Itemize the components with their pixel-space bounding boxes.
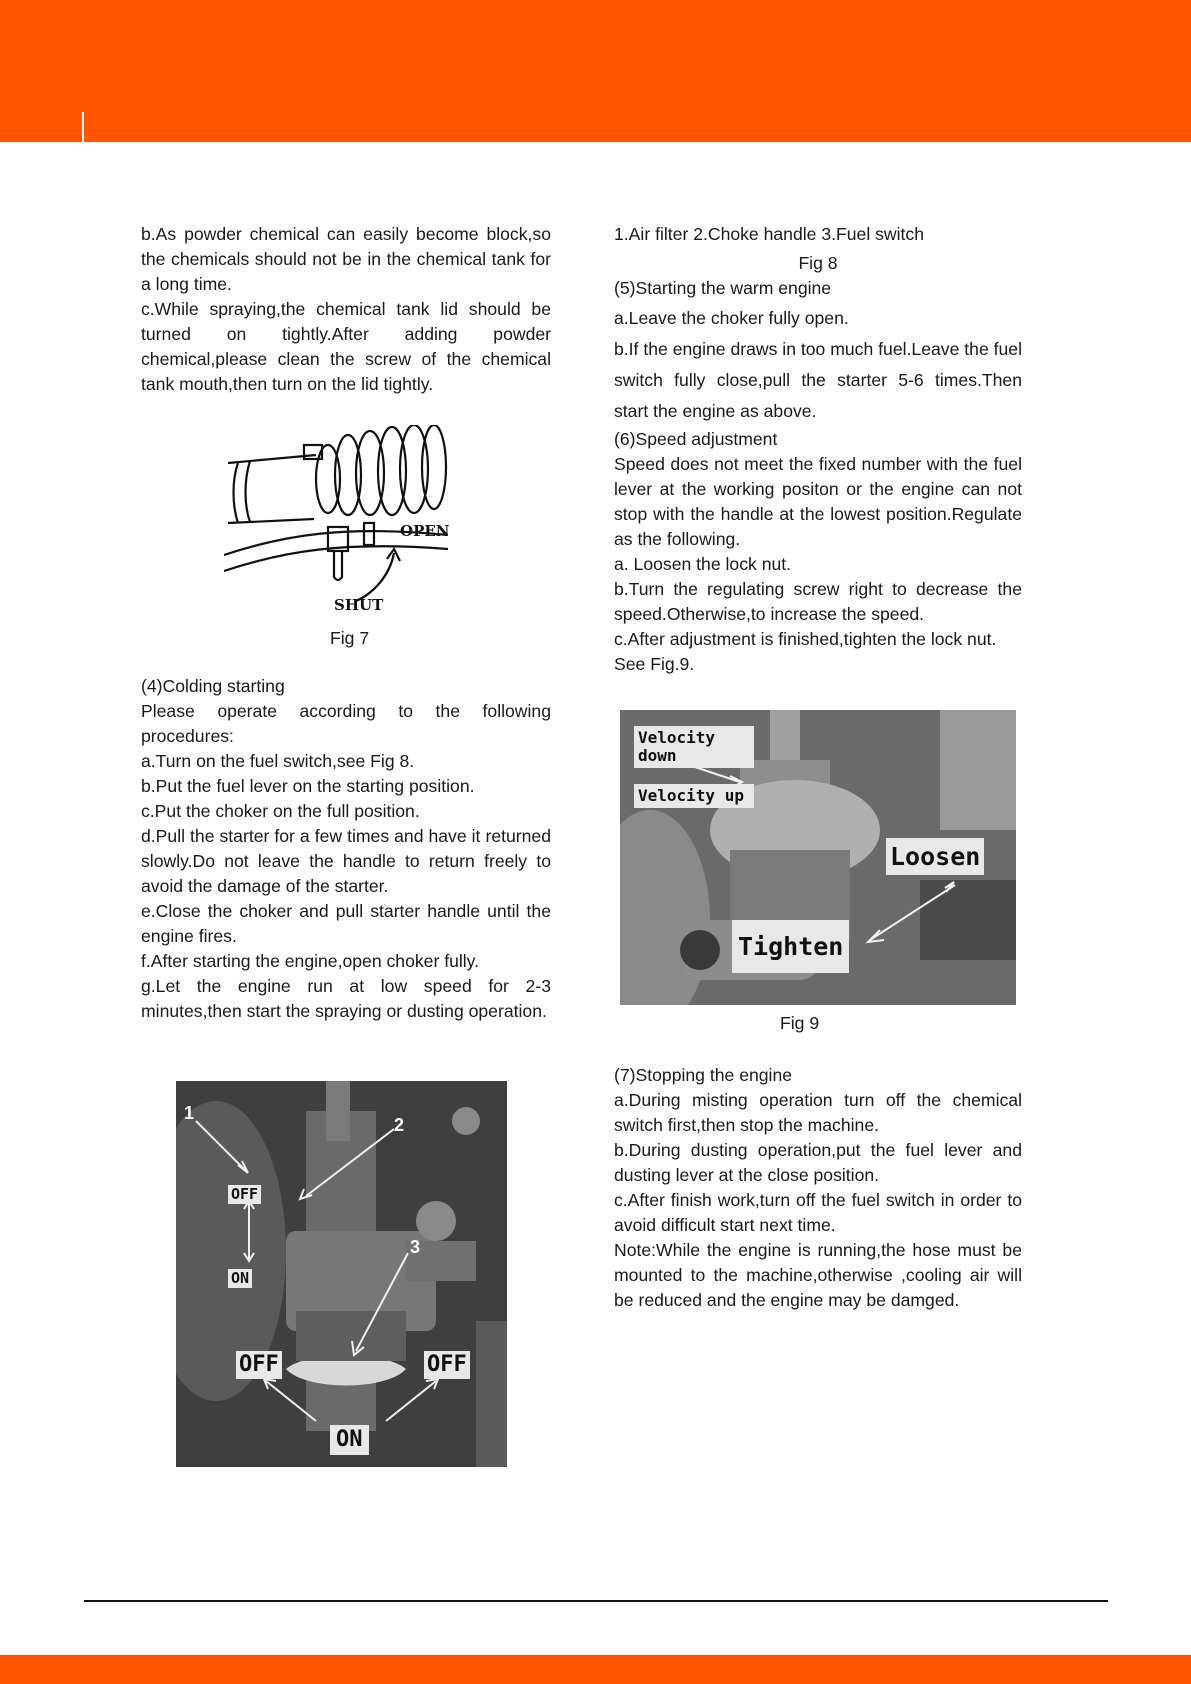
fig8-off-label-top: OFF: [228, 1185, 261, 1204]
fig8-off-label-left: OFF: [236, 1351, 282, 1379]
paragraph-powder-block: b.As powder chemical can easily become block,so the chemicals should not be in the chemical tank for a long time.: [141, 224, 551, 294]
fig9-velocity-down-label: Velocity down: [634, 726, 754, 768]
step-6a: a. Loosen the lock nut.: [614, 554, 792, 574]
fig9-loosen-label: Loosen: [886, 838, 984, 875]
fig7-illustration: [224, 425, 448, 615]
fig9-velocity-up-label: Velocity up: [634, 784, 754, 808]
step-7b: b.During dusting operation,put the fuel lever and dusting lever at the close position.: [614, 1140, 1022, 1185]
fig8-on-label-top: ON: [228, 1269, 252, 1288]
fig8-number-1: 1: [184, 1103, 195, 1123]
paragraph-tank-lid: c.While spraying,the chemical tank lid should be turned on tightly.After adding powder chemical,please clean the screw of the chemical tank mouth,then turn on the lid tightly.: [141, 299, 551, 394]
heading-stopping-engine: (7)Stopping the engine: [614, 1065, 793, 1085]
fig7-caption: Fig 7: [330, 628, 370, 648]
fig9-tighten-label: Tighten: [732, 920, 849, 973]
fig8-off-label-right: OFF: [424, 1351, 470, 1379]
step-7a: a.During misting operation turn off the chemical switch first,then stop the machine.: [614, 1090, 1022, 1135]
right-column-bottom: [614, 1063, 1022, 1313]
step-6c: c.After adjustment is finished,tighten the lock nut.: [614, 629, 997, 649]
step-4c: c.Put the choker on the full position.: [141, 801, 420, 821]
paragraph-procedures: Please operate according to the following procedures:: [141, 701, 551, 746]
heading-speed-adjustment: (6)Speed adjustment: [614, 429, 778, 449]
step-5a: a.Leave the choker fully open.: [614, 308, 849, 328]
paragraph-speed: Speed does not meet the fixed number with the fuel lever at the working positon or the engine can not stop with the handle at the lowest position.Regulate as the following.: [614, 454, 1022, 549]
heading-warm-engine: (5)Starting the warm engine: [614, 278, 832, 298]
fig8-number-3: 3: [410, 1237, 421, 1257]
footer-band: [0, 1655, 1191, 1684]
fig9-caption: Fig 9: [780, 1013, 820, 1033]
note-hose: Note:While the engine is running,the hose must be mounted to the machine,otherwise ,cooling air will be reduced and the engine may be damged.: [614, 1240, 1022, 1310]
fig7-shut-label: SHUT: [334, 596, 384, 614]
step-5b: b.If the engine draws in too much fuel.Leave the fuel switch fully close,pull the starter 5-6 times.Then start the engine as above.: [614, 339, 1022, 421]
fig8-caption: Fig 8: [798, 253, 838, 273]
step-4e: e.Close the choker and pull starter handle until the engine fires.: [141, 901, 551, 946]
step-4d: d.Pull the starter for a few times and have it returned slowly.Do not leave the handle to return freely to avoid the damage of the starter.: [141, 826, 551, 896]
fig8-photo-drawing: [176, 1081, 507, 1467]
fig7-open-label: OPEN: [400, 522, 450, 540]
header-band: [0, 0, 1191, 142]
step-4g: g.Let the engine run at low speed for 2-3 minutes,then start the spraying or dusting operation.: [141, 976, 551, 1021]
fig8-on-label-bottom: ON: [330, 1425, 369, 1455]
step-4a: a.Turn on the fuel switch,see Fig 8.: [141, 751, 415, 771]
step-6b: b.Turn the regulating screw right to decrease the speed.Otherwise,to increase the speed.: [614, 579, 1022, 624]
fig8-legend: 1.Air filter 2.Choke handle 3.Fuel switch: [614, 224, 924, 244]
step-4b: b.Put the fuel lever on the starting position.: [141, 776, 475, 796]
left-column-top: [141, 222, 551, 397]
heading-colding-starting: (4)Colding starting: [141, 676, 285, 696]
fig8-number-2: 2: [394, 1115, 405, 1135]
header-tick: [82, 112, 84, 142]
step-4f: f.After starting the engine,open choker fully.: [141, 951, 480, 971]
footer-rule: [84, 1600, 1108, 1602]
left-column-middle: [141, 674, 551, 1024]
right-column-top: [614, 222, 1022, 677]
see-fig9: See Fig.9.: [614, 654, 695, 674]
step-7c: c.After finish work,turn off the fuel switch in order to avoid difficult start next time.: [614, 1190, 1022, 1235]
fig8-photo: [176, 1081, 507, 1467]
fig9-photo: [620, 710, 1016, 1005]
fig7-drawing: [224, 425, 448, 615]
